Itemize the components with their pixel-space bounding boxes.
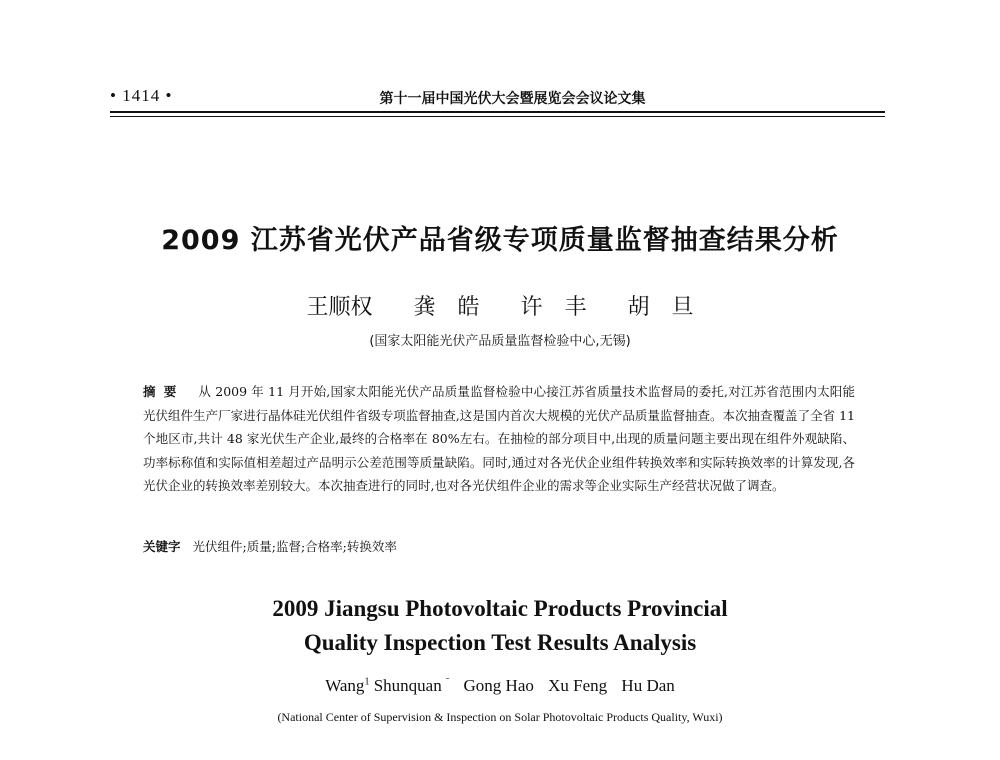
page-number: • 1414 • — [110, 86, 173, 105]
author-en-1-surname: Wang — [325, 676, 365, 695]
paper-title-chinese: 2009 江苏省光伏产品省级专项质量监督抽查结果分析 — [161, 225, 839, 256]
authors-chinese — [0, 290, 1000, 321]
keywords-text: 光伏组件;质量;监督;合格率;转换效率 — [192, 539, 397, 554]
header-rule-thin — [110, 116, 885, 117]
paper-title-english — [0, 592, 1000, 660]
author-en-3: Xu Feng — [548, 676, 608, 695]
authors-english — [0, 676, 1000, 696]
author-en-2: Gong Hao — [463, 676, 534, 695]
author-en-1 — [325, 676, 449, 695]
author-cn-1: 王顺权 — [306, 295, 373, 320]
title-en-line-1: 2009 Jiangsu Photovoltaic Products Provincial — [272, 596, 728, 621]
affiliation-chinese: (国家太阳能光伏产品质量监督检验中心,无锡) — [369, 334, 631, 349]
abstract-chinese — [143, 380, 855, 498]
author-cn-3: 许 丰 — [520, 295, 587, 320]
keywords-label: 关键字 — [143, 539, 181, 554]
author-cn-4: 胡 旦 — [627, 295, 694, 320]
journal-title: 第十一届中国光伏大会暨展览会会议论文集 — [379, 91, 646, 107]
affiliation-english: (National Center of Supervision & Inspection on Solar Photovoltaic Products Quality, Wuxi) — [277, 710, 723, 724]
abstract-text: 从 2009 年 11 月开始,国家太阳能光伏产品质量监督检验中心接江苏省质量技术监督局的委托,对江苏省范围内太阳能光伏组件生产厂家进行晶体硅光伏组件省级专项监督抽查,这是国内首次大规模的光伏产品质量监督抽查。本次抽查覆盖了全省 11 个地区市,共计 48 家光伏生产企业,最终的合格率在 80%左右。在抽检的部分项目中,出现的质量问题主要出现在组件外观缺陷、功率标称值和实际值相差超过产品明示公差范围等质量缺陷。同时,通过对各光伏企业组件转换效率和实际转换效率的计算发现,各光伏企业的转换效率差别较大。本次抽查进行的同时,也对各光伏组件企业的需求等企业实际生产经营状况做了调查。 — [143, 384, 855, 494]
abstract-label: 摘要 — [143, 384, 185, 399]
page-header — [110, 86, 885, 108]
author-en-1-mark: ˉ — [445, 676, 450, 688]
title-en-line-2: Quality Inspection Test Results Analysis — [303, 630, 697, 655]
author-en-4: Hu Dan — [621, 676, 675, 695]
author-en-1-given: Shunquan — [373, 676, 442, 695]
keywords-chinese — [143, 537, 855, 555]
header-rule-thick — [110, 111, 885, 113]
author-cn-2: 龚 皓 — [413, 295, 480, 320]
author-en-1-sup: 1 — [364, 676, 370, 688]
